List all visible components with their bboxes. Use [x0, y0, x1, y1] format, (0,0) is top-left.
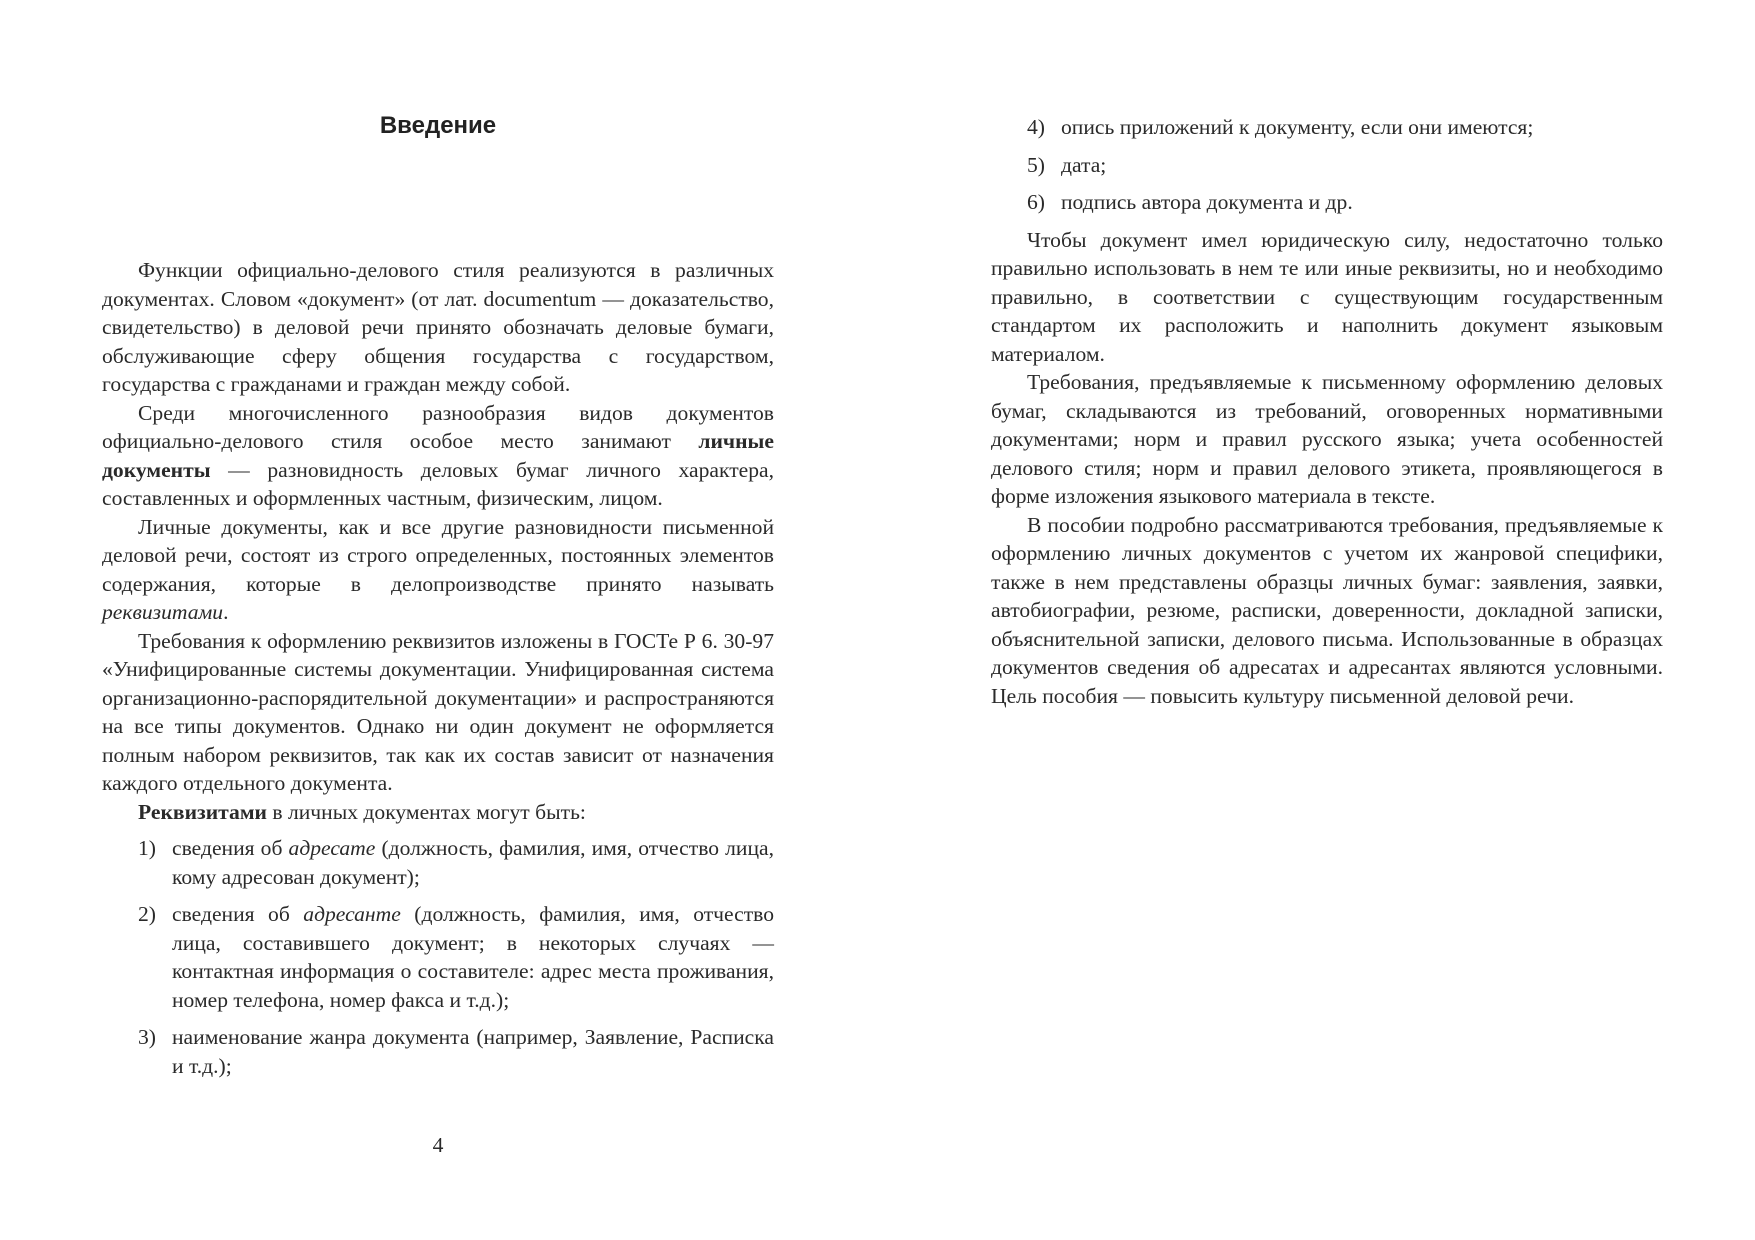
italic-term: адресанте: [303, 902, 401, 926]
list-item-number: 2): [138, 902, 156, 926]
paragraph-requisites-intro: [102, 513, 774, 627]
left-text-column: [102, 256, 774, 1089]
list-item-text-part: сведения об: [172, 902, 304, 926]
list-item-text-part: сведения об: [172, 836, 289, 860]
paragraph-text: .: [223, 600, 229, 624]
right-page: [877, 0, 1755, 1240]
list-item: [102, 834, 774, 891]
list-item-text: [172, 834, 774, 891]
list-item: [991, 113, 1663, 142]
list-item: [102, 1023, 774, 1080]
page-number: 4: [432, 1133, 444, 1157]
paragraph-gost: Требования к оформлению реквизитов изложены в ГОСТе Р 6. 30-97 «Унифицированные системы документации. Унифицированная система организационно-распорядительной документации» и распространяются на все типы документов. Однако ни один документ не оформляется полным набором реквизитов, так как их состав зависит от назначения каждого отдельного документа.: [102, 628, 774, 795]
list-item: [991, 151, 1663, 180]
list-item-text: подпись автора документа и др.: [1061, 190, 1353, 214]
paragraph-functions: Функции официально-делового стиля реализуются в различных документах. Словом «документ» (от лат. documentum — доказательство, свидетельство) в деловой речи принято обозначать деловые бумаги, обслуживающие сферу общения государства с государством, государства с гражданами и граждан между собой.: [102, 258, 774, 396]
list-item-number: 1): [138, 836, 156, 860]
list-item-number: 3): [138, 1025, 156, 1049]
left-page: [0, 0, 877, 1240]
paragraph-text: Среди многочисленного разнообразия видов документов официально-делового стиля особое место занимают: [102, 400, 774, 453]
list-item: [102, 900, 774, 1014]
paragraph-requirements: Требования, предъявляемые к письменному оформлению деловых бумаг, складываются из требований, оговоренных нормативными документами; норм и правил русского языка; учета особенностей делового стиля; норм и правил делового этикета, проявляющегося в форме изложения языкового материала в тексте.: [991, 370, 1663, 508]
paragraph-requisites-list-intro: [102, 798, 774, 827]
list-item-number: 6): [1027, 190, 1045, 214]
paragraph-text: Личные документы, как и все другие разновидности письменной деловой речи, состоят из строго определенных, постоянных элементов содержания, которые в делопроизводстве принято называть: [102, 514, 774, 596]
paragraph-text: в личных документах могут быть:: [266, 799, 586, 824]
paragraph-legal-force: Чтобы документ имел юридическую силу, недостаточно только правильно использовать в нем те или иные реквизиты, но и необходимо правильно, в соответствии с существующим государственным стандартом их расположить и наполнить документ языковым материалом.: [991, 227, 1663, 366]
italic-term: реквизитами: [102, 600, 224, 624]
list-item-number: 5): [1027, 152, 1045, 177]
list-item-text-part: (должность, фамилия, имя, отчество лица, составившего документ; в некоторых случаях — контактная информация о составителе: адрес места проживания, номер телефона, номер факса и т.д.);: [172, 902, 774, 1012]
list-item-text-part: (должность, фамилия, имя, отчество лица, кому адресован документ);: [172, 836, 774, 889]
page-title: Введение: [379, 112, 497, 139]
list-item-text: наименование жанра документа (например, Заявление, Расписка и т.д.);: [172, 1025, 774, 1078]
list-item-text: дата;: [1061, 152, 1107, 177]
paragraph-manual-purpose: В пособии подробно рассматриваются требования, предъявляемые к оформлению личных документов с учетом их жанровой специфики, также в нем представлены образцы личных бумаг: заявления, заявки, автобиографии, резюме, расписки, доверенности, докладной записки, объяснительной записки, делового письма. Использованные в образцах документов сведения об адресатах и адресантах являются условными. Цель пособия — повысить культуру письменной деловой речи.: [991, 512, 1663, 708]
requisites-list-continued: [991, 113, 1663, 217]
italic-term: адресате: [288, 836, 376, 860]
bold-term: личные документы: [102, 429, 774, 482]
list-item: [991, 188, 1663, 217]
paragraph-text: — разновидность деловых бумаг личного характера, составленных и оформленных частным, физическим, лицом.: [102, 457, 774, 510]
paragraph-personal-documents: [102, 399, 774, 513]
list-item-number: 4): [1027, 115, 1045, 139]
list-item-text: опись приложений к документу, если они имеются;: [1061, 115, 1534, 139]
list-item-text: [172, 900, 774, 1014]
bold-term: Реквизитами: [138, 799, 267, 824]
requisites-list: [102, 834, 774, 1080]
right-text-column: [991, 113, 1663, 710]
